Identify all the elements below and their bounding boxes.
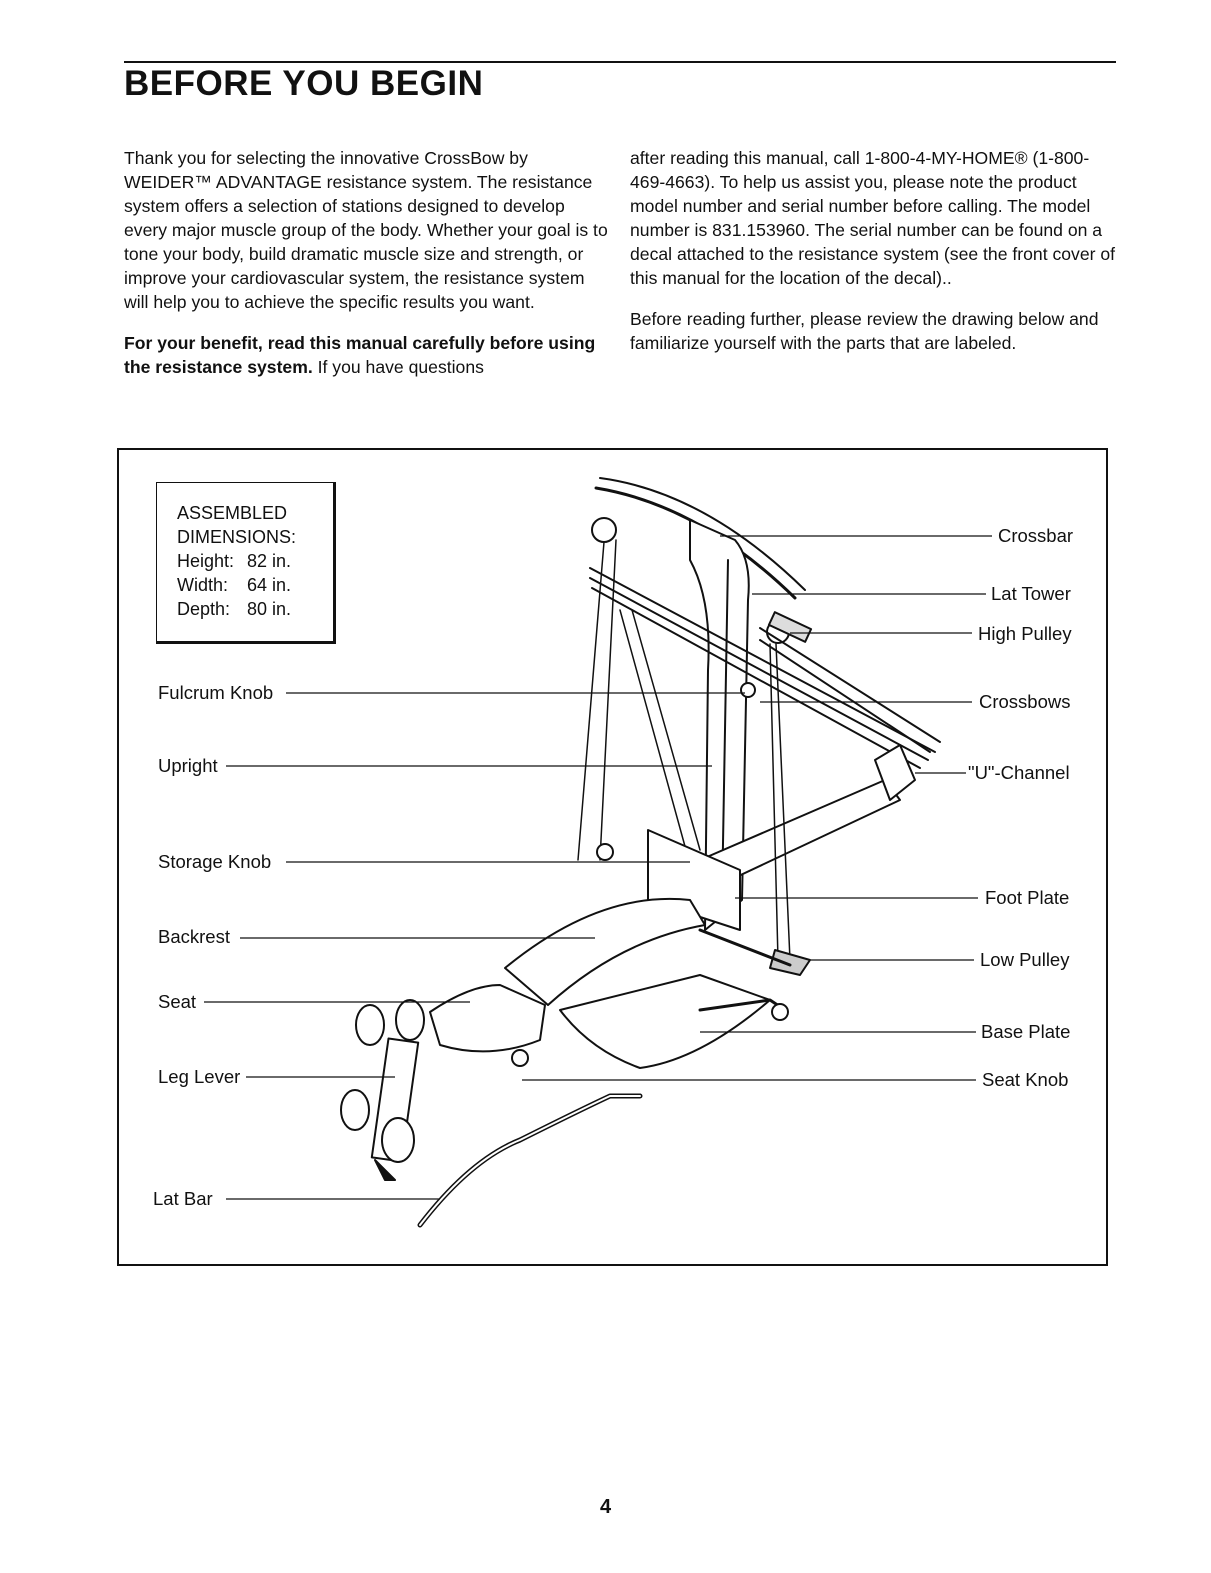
dimension-row-width bbox=[177, 573, 333, 597]
fulcrum-knob-shape bbox=[741, 683, 755, 697]
label-foot-plate: Foot Plate bbox=[985, 887, 1070, 908]
crossbows-shape bbox=[590, 568, 940, 768]
label-fulcrum-knob: Fulcrum Knob bbox=[158, 682, 274, 703]
base-plate-shape bbox=[560, 975, 770, 1068]
lat-bar-shape bbox=[420, 1096, 640, 1225]
label-lat-bar: Lat Bar bbox=[153, 1188, 213, 1209]
dimensions-title-1: ASSEMBLED bbox=[177, 503, 288, 523]
dimension-value: 82 in. bbox=[247, 551, 292, 571]
label-low-pulley: Low Pulley bbox=[980, 949, 1070, 970]
dimension-row-height bbox=[177, 549, 333, 573]
low-pulley-shape bbox=[770, 950, 810, 975]
intro-bold-notice: For your benefit, read this manual carefully before using the resistance system. bbox=[124, 333, 596, 377]
dimension-row-depth bbox=[177, 597, 333, 621]
label-seat-knob: Seat Knob bbox=[982, 1069, 1069, 1090]
intro-paragraph-4: Before reading further, please review the drawing below and familiarize yourself with the parts that are labeled. bbox=[630, 309, 1099, 353]
assembled-dimensions-box bbox=[156, 482, 336, 644]
seat-knob-shape bbox=[512, 1050, 528, 1066]
dimension-label: Depth: bbox=[177, 599, 231, 619]
seat-shape bbox=[430, 985, 545, 1051]
label-base-plate: Base Plate bbox=[981, 1021, 1071, 1042]
intro-paragraph-1: Thank you for selecting the innovative CrossBow by WEIDER™ ADVANTAGE resistance system. The resistance system offers a selection of stations designed to develop every major muscle group of the body. Whether your goal is to tone your body, build dramatic muscle size and strength, or improve your cardiovascular system, the resistance system will help you to achieve the specific results you want. bbox=[124, 148, 608, 312]
intro-paragraph-3: after reading this manual, call 1-800-4-MY-HOME® (1-800-469-4663). To help us assist you, please note the product model number and serial number before calling. The model number is 831.153960. The serial number can be found on a decal attached to the resistance system (see the front cover of this manual for the location of the decal).. bbox=[630, 148, 1116, 288]
dimension-label: Height: bbox=[177, 551, 235, 571]
label-upright: Upright bbox=[158, 755, 218, 776]
label-crossbows: Crossbows bbox=[979, 691, 1071, 712]
page-title: BEFORE YOU BEGIN bbox=[124, 64, 484, 103]
label-crossbar: Crossbar bbox=[998, 525, 1074, 546]
dimension-label: Width: bbox=[177, 575, 229, 595]
storage-knob-shape bbox=[597, 844, 613, 860]
label-u-channel: "U"-Channel bbox=[968, 762, 1070, 783]
dimensions-title-2: DIMENSIONS: bbox=[177, 527, 297, 547]
label-lat-tower: Lat Tower bbox=[991, 583, 1071, 604]
label-storage-knob: Storage Knob bbox=[158, 851, 272, 872]
label-leg-lever: Leg Lever bbox=[158, 1066, 241, 1087]
dimension-value: 80 in. bbox=[247, 599, 292, 619]
label-seat: Seat bbox=[158, 991, 197, 1012]
intro-paragraph-2-rest: If you have questions bbox=[312, 357, 484, 377]
label-backrest: Backrest bbox=[158, 926, 230, 947]
dimension-value: 64 in. bbox=[247, 575, 292, 595]
page-number: 4 bbox=[599, 1496, 612, 1518]
leg-lever-shape bbox=[341, 1000, 424, 1180]
label-high-pulley: High Pulley bbox=[978, 623, 1072, 644]
